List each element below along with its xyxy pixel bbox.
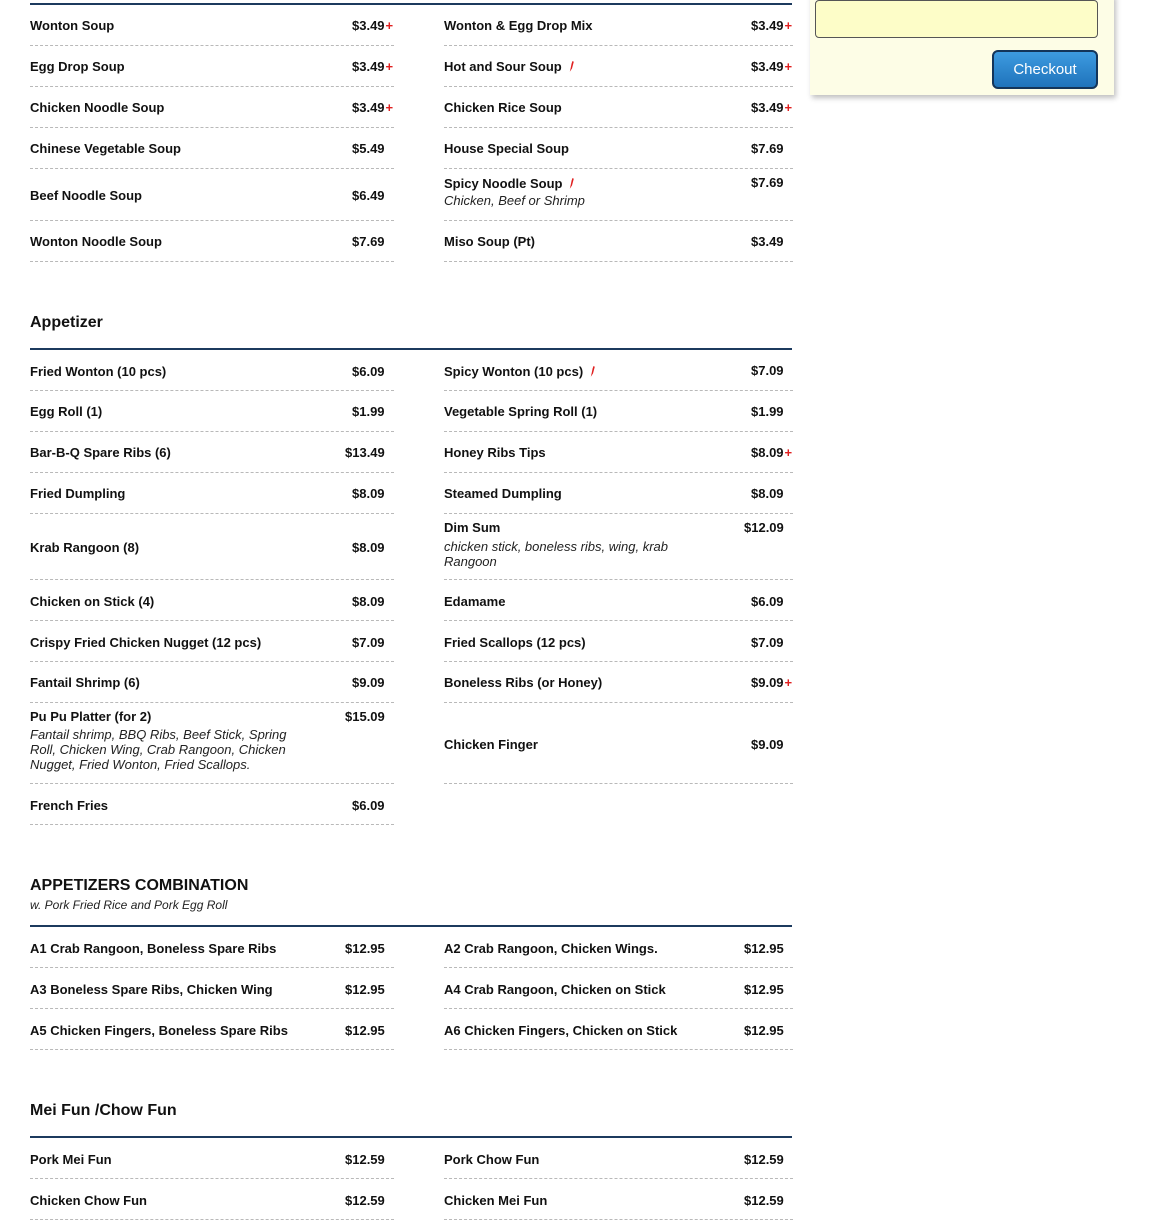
menu-item[interactable]	[30, 128, 394, 169]
menu-column-right	[444, 5, 793, 262]
item-name: Pork Mei Fun	[30, 1152, 112, 1167]
item-price: $12.95	[345, 1023, 385, 1038]
item-price: $7.09	[751, 635, 784, 650]
item-name: Chicken Rice Soup	[444, 100, 562, 115]
item-name: Vegetable Spring Roll (1)	[444, 404, 598, 419]
item-price: $13.49	[345, 445, 385, 460]
item-name: Fried Wonton (10 pcs)	[30, 364, 167, 379]
item-price: $3.49+	[751, 18, 793, 33]
menu-item[interactable]	[444, 351, 793, 391]
item-name: Dim Sum	[444, 520, 501, 535]
section-title: APPETIZERS COMBINATION	[30, 877, 249, 894]
item-price: $12.95	[345, 941, 385, 956]
menu-item[interactable]	[30, 351, 394, 391]
item-price: $12.59	[744, 1152, 784, 1167]
menu-column-left	[30, 351, 394, 825]
item-name: Chicken Chow Fun	[30, 1193, 147, 1208]
item-name: Chinese Vegetable Soup	[30, 141, 181, 156]
item-price: $3.49+	[751, 59, 793, 74]
item-name: French Fries	[30, 798, 109, 813]
add-option-plus[interactable]: +	[784, 675, 793, 690]
section-divider	[30, 340, 792, 350]
item-name: Hot and Sour Soup	[444, 59, 575, 74]
item-price: $6.09	[751, 594, 784, 609]
item-price: $6.49	[352, 188, 385, 203]
menu-item[interactable]	[30, 221, 394, 262]
menu-item[interactable]	[30, 928, 394, 968]
item-name: Pu Pu Platter (for 2)	[30, 709, 152, 724]
item-name: A6 Chicken Fingers, Chicken on Stick	[444, 1023, 678, 1038]
item-price: $8.09	[751, 486, 784, 501]
item-price: $7.09	[352, 635, 385, 650]
item-name: Wonton Noodle Soup	[30, 234, 162, 249]
menu-item[interactable]	[30, 1179, 394, 1220]
menu-column-right	[444, 351, 793, 784]
menu-item[interactable]	[30, 169, 394, 221]
chili-pepper-icon	[569, 178, 575, 189]
item-name: Krab Rangoon (8)	[30, 540, 140, 555]
item-price: $12.95	[744, 941, 784, 956]
item-name: Chicken on Stick (4)	[30, 594, 155, 609]
item-name: Egg Drop Soup	[30, 59, 125, 74]
item-name: A4 Crab Rangoon, Chicken on Stick	[444, 982, 666, 997]
add-option-plus[interactable]: +	[784, 18, 793, 33]
menu-item[interactable]	[30, 784, 394, 825]
menu-item[interactable]	[444, 968, 793, 1009]
menu-item[interactable]	[444, 391, 793, 432]
item-price: $8.09	[352, 540, 385, 555]
item-name: A3 Boneless Spare Ribs, Chicken Wing	[30, 982, 273, 997]
item-price: $15.09	[345, 709, 385, 724]
menu-column-left	[30, 928, 394, 1050]
menu-item[interactable]	[30, 968, 394, 1009]
item-name: Spicy Noodle Soup	[444, 176, 575, 191]
item-description: chicken stick, boneless ribs, wing, krab Rangoon	[444, 539, 668, 569]
chili-pepper-icon	[569, 61, 575, 72]
item-name: $9.09	[352, 675, 385, 690]
add-option-plus[interactable]: +	[385, 59, 394, 74]
item-price: $12.59	[345, 1193, 385, 1208]
menu-item[interactable]	[444, 703, 793, 784]
item-price: $8.09+	[751, 445, 793, 460]
item-price: $3.49	[751, 234, 784, 249]
item-name: Wonton & Egg Drop Mix	[444, 18, 593, 33]
add-option-plus[interactable]: +	[784, 445, 793, 460]
menu-column-left	[30, 1139, 394, 1220]
cart-panel	[810, 0, 1114, 95]
item-price: $7.69	[352, 234, 385, 249]
item-price: $8.09	[352, 486, 385, 501]
menu-item[interactable]	[444, 928, 793, 968]
add-option-plus[interactable]: +	[784, 59, 793, 74]
item-name: Wonton Soup	[30, 18, 115, 33]
add-option-plus[interactable]: +	[385, 18, 394, 33]
item-price: $6.09	[352, 364, 385, 379]
item-name: Steamed Dumpling	[444, 486, 562, 501]
checkout-button[interactable]: Checkout	[992, 50, 1098, 89]
menu-item[interactable]	[444, 514, 793, 580]
section-title: Appetizer	[30, 314, 103, 331]
item-price: $5.49	[352, 141, 385, 156]
item-price: $3.49+	[352, 59, 394, 74]
item-name: Fried Dumpling	[30, 486, 126, 501]
item-price: $3.49+	[751, 100, 793, 115]
item-name: A5 Chicken Fingers, Boneless Spare Ribs	[30, 1023, 288, 1038]
menu-item[interactable]	[444, 1179, 793, 1220]
item-name: Beef Noodle Soup	[30, 188, 142, 203]
menu-item[interactable]	[30, 703, 394, 784]
section-divider	[30, 917, 792, 927]
menu-item[interactable]	[444, 1009, 793, 1050]
menu-item[interactable]	[444, 473, 793, 514]
menu-item[interactable]	[444, 5, 793, 46]
item-name: Chicken Noodle Soup	[30, 100, 165, 115]
menu-column-right	[444, 1139, 793, 1220]
menu-item[interactable]	[30, 621, 394, 662]
item-name: Edamame	[444, 594, 506, 609]
menu-item[interactable]	[30, 432, 394, 473]
item-price: $3.49+	[352, 18, 394, 33]
item-price: $1.99	[352, 404, 385, 419]
item-name: Fantail Shrimp (6)	[30, 675, 140, 690]
item-price: $12.95	[345, 982, 385, 997]
item-price: $12.95	[744, 1023, 784, 1038]
item-price: $7.69	[751, 175, 784, 190]
item-name: Pork Chow Fun	[444, 1152, 540, 1167]
section-title: Mei Fun /Chow Fun	[30, 1102, 177, 1119]
add-option-plus[interactable]: +	[784, 100, 793, 115]
item-price: $12.09	[744, 520, 784, 535]
menu-column-right	[444, 928, 793, 1050]
menu-item[interactable]	[444, 128, 793, 169]
menu-item[interactable]	[30, 473, 394, 514]
item-name: Crispy Fried Chicken Nugget (12 pcs)	[30, 635, 262, 650]
item-price: $8.09	[352, 594, 385, 609]
menu-item[interactable]	[30, 662, 394, 703]
menu-item[interactable]	[444, 169, 793, 221]
item-name: Egg Roll (1)	[30, 404, 103, 419]
item-price: $12.59	[345, 1152, 385, 1167]
section-subtitle: w. Pork Fried Rice and Pork Egg Roll	[30, 898, 228, 912]
menu-item[interactable]	[444, 621, 793, 662]
item-price: $9.09+	[751, 675, 793, 690]
menu-item[interactable]	[30, 580, 394, 621]
menu-item[interactable]	[444, 46, 793, 87]
item-price: $7.09	[751, 363, 784, 378]
item-price: $9.09	[751, 737, 784, 752]
item-price: $1.99	[751, 404, 784, 419]
item-name: Spicy Wonton (10 pcs)	[444, 364, 596, 379]
menu-item[interactable]	[444, 580, 793, 621]
item-name: Bar-B-Q Spare Ribs (6)	[30, 445, 171, 460]
menu-item[interactable]	[30, 1139, 394, 1179]
item-price: $12.95	[744, 982, 784, 997]
item-price: $6.09	[352, 798, 385, 813]
item-name: Honey Ribs Tips	[444, 445, 546, 460]
menu-item[interactable]	[30, 5, 394, 46]
item-description: Chicken, Beef or Shrimp	[444, 193, 585, 208]
item-name: Boneless Ribs (or Honey)	[444, 675, 603, 690]
menu-column-left	[30, 5, 394, 262]
item-price: $7.69	[751, 141, 784, 156]
menu-item[interactable]	[444, 1139, 793, 1179]
item-name: House Special Soup	[444, 141, 569, 156]
menu-item[interactable]	[444, 87, 793, 128]
add-option-plus[interactable]: +	[385, 100, 394, 115]
menu-item[interactable]	[444, 432, 793, 473]
menu-item[interactable]	[30, 514, 394, 580]
order-note-input[interactable]	[815, 0, 1098, 38]
menu-item[interactable]	[30, 1009, 394, 1050]
item-name: Miso Soup (Pt)	[444, 234, 535, 249]
chili-pepper-icon	[590, 366, 596, 377]
menu-item[interactable]	[30, 46, 394, 87]
item-name: Chicken Finger	[444, 737, 538, 752]
menu-item[interactable]	[30, 87, 394, 128]
item-price: $12.59	[744, 1193, 784, 1208]
menu-item[interactable]	[30, 391, 394, 432]
menu-item[interactable]	[444, 662, 793, 703]
item-price: $3.49+	[352, 100, 394, 115]
item-name: Chicken Mei Fun	[444, 1193, 548, 1208]
item-description: Fantail shrimp, BBQ Ribs, Beef Stick, Spring Roll, Chicken Wing, Crab Rangoon, Chicken Nugget, Fried Wonton, Fried Scallops.	[30, 727, 287, 772]
menu-item[interactable]	[444, 221, 793, 262]
item-name: Fried Scallops (12 pcs)	[444, 635, 586, 650]
item-name: A1 Crab Rangoon, Boneless Spare Ribs	[30, 941, 277, 956]
section-divider	[30, 1128, 792, 1138]
item-name: A2 Crab Rangoon, Chicken Wings.	[444, 941, 658, 956]
